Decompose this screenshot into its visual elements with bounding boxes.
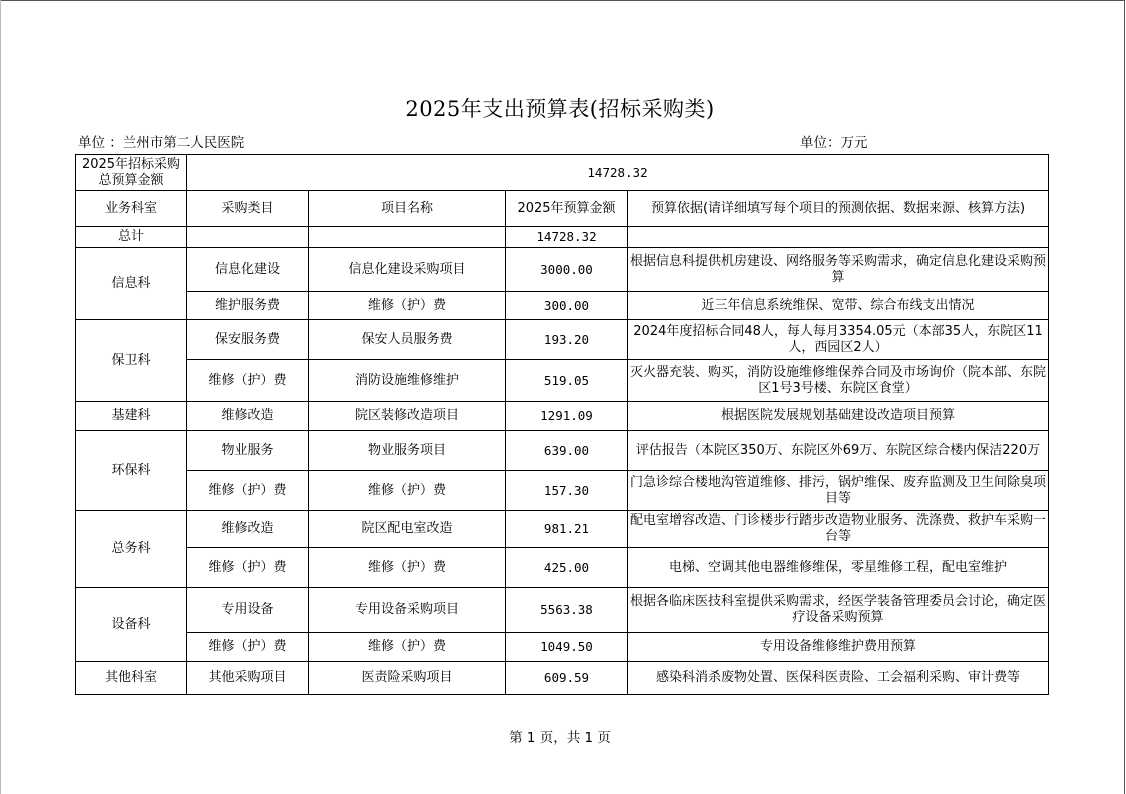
header-amount: 2025年预算金额 <box>506 191 628 227</box>
category-cell: 其他采购项目 <box>187 662 309 695</box>
header-category: 采购类目 <box>187 191 309 227</box>
basis-cell: 门急诊综合楼地沟管道维修、排污，锅炉维保、废弃监测及卫生间除臭项目等 <box>628 471 1049 511</box>
basis-cell: 根据信息科提供机房建设、网络服务等采购需求，确定信息化建设采购预算 <box>628 248 1049 292</box>
table-row <box>76 320 1049 360</box>
basis-cell: 电梯、空调其他电器维修维保，零星维修工程，配电室维护 <box>628 548 1049 588</box>
department-cell: 环保科 <box>76 431 187 511</box>
category-cell: 维修（护）费 <box>187 633 309 662</box>
department-cell: 设备科 <box>76 588 187 662</box>
basis-cell: 感染科消杀废物处置、医保科医责险、工会福利采购、审计费等 <box>628 662 1049 695</box>
total-budget-label: 2025年招标采购总预算金额 <box>76 155 187 191</box>
table-row <box>76 588 1049 633</box>
amount-cell: 3000.00 <box>506 248 628 292</box>
basis-cell: 根据各临床医技科室提供采购需求，经医学装备管理委员会讨论，确定医疗设备采购预算 <box>628 588 1049 633</box>
project-cell: 专用设备采购项目 <box>309 588 506 633</box>
project-cell: 维修（护）费 <box>309 292 506 320</box>
amount-cell: 5563.38 <box>506 588 628 633</box>
project-cell: 维修（护）费 <box>309 471 506 511</box>
grand-total-row <box>76 227 1049 248</box>
table-row <box>76 431 1049 471</box>
table-row <box>76 248 1049 292</box>
table-row <box>76 292 1049 320</box>
header-basis: 预算依据(请详细填写每个项目的预测依据、数据来源、核算方法) <box>628 191 1049 227</box>
amount-cell: 639.00 <box>506 431 628 471</box>
amount-cell: 193.20 <box>506 320 628 360</box>
category-cell: 维修（护）费 <box>187 548 309 588</box>
amount-cell: 1291.09 <box>506 402 628 431</box>
category-cell: 维修改造 <box>187 511 309 548</box>
header-row <box>76 191 1049 227</box>
budget-table-body <box>76 155 1049 695</box>
project-cell: 院区装修改造项目 <box>309 402 506 431</box>
currency-unit: 单位：万元 <box>800 135 868 151</box>
grand-total-label: 总计 <box>76 227 187 248</box>
category-cell: 物业服务 <box>187 431 309 471</box>
department-cell: 其他科室 <box>76 662 187 695</box>
category-cell: 维修（护）费 <box>187 360 309 402</box>
amount-cell: 519.05 <box>506 360 628 402</box>
department-cell: 信息科 <box>76 248 187 320</box>
basis-cell: 配电室增容改造、门诊楼步行踏步改造物业服务、洗涤费、救护车采购一台等 <box>628 511 1049 548</box>
category-cell: 信息化建设 <box>187 248 309 292</box>
table-row <box>76 511 1049 548</box>
table-row <box>76 633 1049 662</box>
project-cell: 维修（护）费 <box>309 633 506 662</box>
table-row <box>76 471 1049 511</box>
category-cell: 维修（护）费 <box>187 471 309 511</box>
budget-table <box>75 154 1049 695</box>
total-budget-value: 14728.32 <box>187 155 1049 191</box>
project-cell: 院区配电室改造 <box>309 511 506 548</box>
header-department: 业务科室 <box>76 191 187 227</box>
amount-cell: 425.00 <box>506 548 628 588</box>
category-cell: 保安服务费 <box>187 320 309 360</box>
table-row <box>76 662 1049 695</box>
basis-cell: 根据医院发展规划基础建设改造项目预算 <box>628 402 1049 431</box>
total-budget-row <box>76 155 1049 191</box>
grand-total-basis <box>628 227 1049 248</box>
amount-cell: 981.21 <box>506 511 628 548</box>
page-border-top <box>0 0 1125 1</box>
project-cell: 物业服务项目 <box>309 431 506 471</box>
page-footer: 第 1 页，共 1 页 <box>509 730 611 746</box>
basis-cell: 灭火器充装、购买，消防设施维修维保养合同及市场询价（院本部、东院区1号3号楼、东院区食堂） <box>628 360 1049 402</box>
category-cell: 维修改造 <box>187 402 309 431</box>
department-cell: 基建科 <box>76 402 187 431</box>
department-cell: 总务科 <box>76 511 187 588</box>
basis-cell: 评估报告（本院区350万、东院区外69万、东院区综合楼内保洁220万 <box>628 431 1049 471</box>
page-title: 2025年支出预算表(招标采购类) <box>405 97 715 121</box>
table-row <box>76 402 1049 431</box>
table-row <box>76 360 1049 402</box>
amount-cell: 157.30 <box>506 471 628 511</box>
basis-cell: 专用设备维修维护费用预算 <box>628 633 1049 662</box>
table-row <box>76 548 1049 588</box>
project-cell: 保安人员服务费 <box>309 320 506 360</box>
category-cell: 专用设备 <box>187 588 309 633</box>
category-cell: 维护服务费 <box>187 292 309 320</box>
grand-total-amount: 14728.32 <box>506 227 628 248</box>
amount-cell: 609.59 <box>506 662 628 695</box>
basis-cell: 近三年信息系统维保、宽带、综合布线支出情况 <box>628 292 1049 320</box>
organization-unit: 单位 ：兰州市第二人民医院 <box>78 135 245 151</box>
grand-total-category <box>187 227 309 248</box>
page-border-right <box>1124 0 1125 794</box>
project-cell: 消防设施维修维护 <box>309 360 506 402</box>
amount-cell: 300.00 <box>506 292 628 320</box>
basis-cell: 2024年度招标合同48人，每人每月3354.05元（本部35人，东院区11人，西园区2人） <box>628 320 1049 360</box>
project-cell: 医责险采购项目 <box>309 662 506 695</box>
department-cell: 保卫科 <box>76 320 187 402</box>
project-cell: 维修（护）费 <box>309 548 506 588</box>
header-project: 项目名称 <box>309 191 506 227</box>
grand-total-project <box>309 227 506 248</box>
project-cell: 信息化建设采购项目 <box>309 248 506 292</box>
amount-cell: 1049.50 <box>506 633 628 662</box>
